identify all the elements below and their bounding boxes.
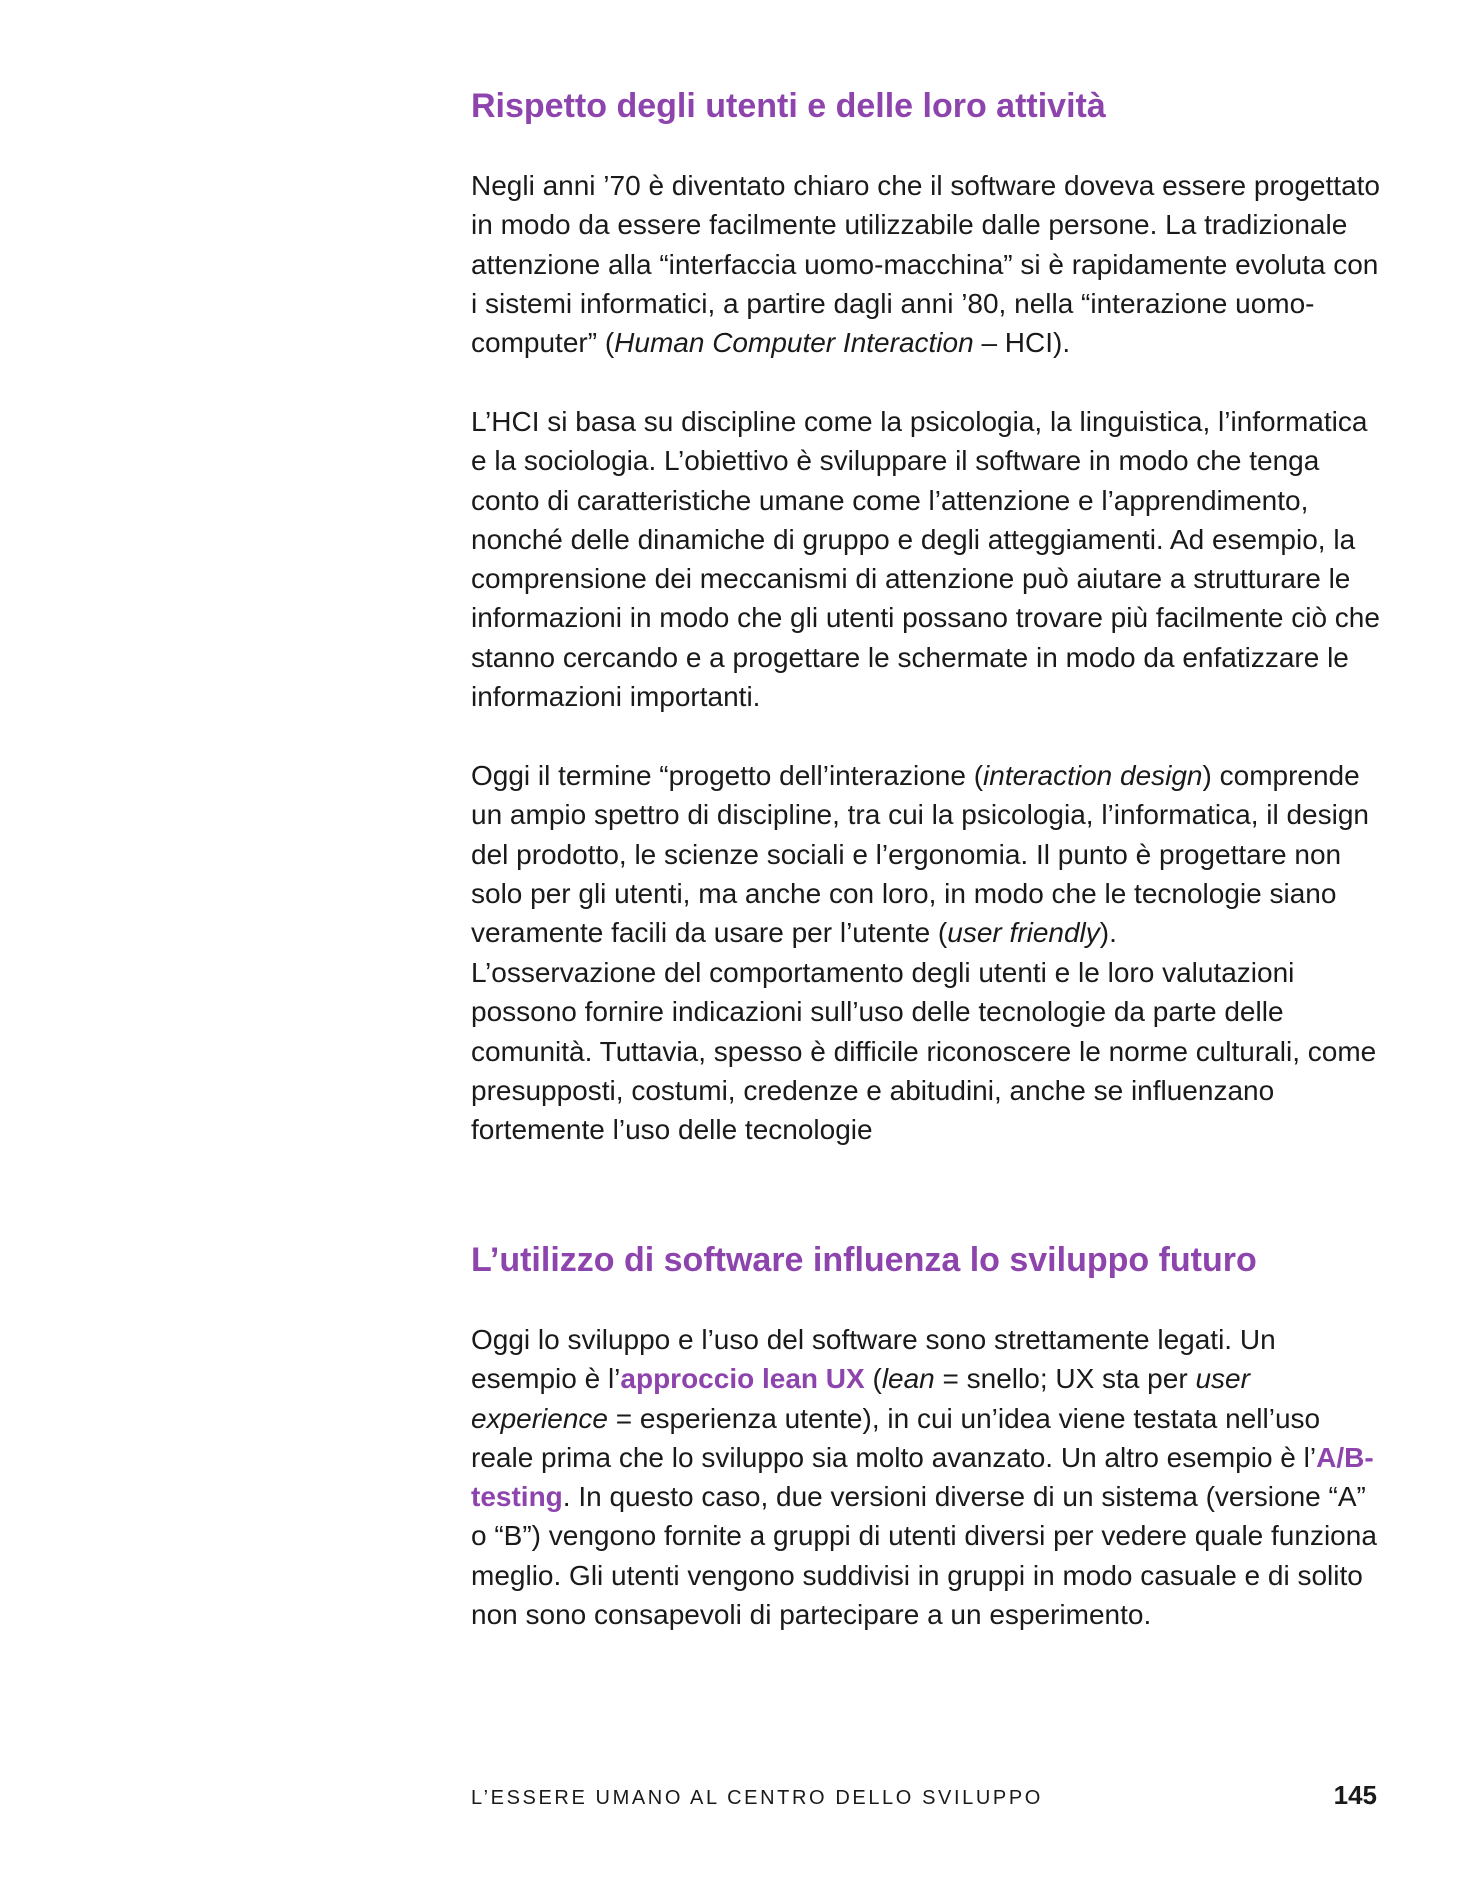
text-run: Oggi lo sviluppo e l’uso del software sono strettamente legati. Un esempio è l’ xyxy=(471,1324,1276,1395)
section-heading-respect: Rispetto degli utenti e delle loro attività xyxy=(471,87,1106,125)
italic-term: Human Computer Interaction xyxy=(614,327,974,359)
paragraph-hci-disciplines: L’HCI si basa su discipline come la psicologia, la linguistica, l’informatica e la sociologia. L’obiettivo è sviluppare il software in modo che tenga conto di caratteristiche umane come l’attenzione e l’apprendimento, nonché delle dinamiche di gruppo e degli atteggiamenti. Ad esempio, la comprensione dei meccanismi di attenzione può aiutare a strutturare le informazioni in modo che gli utenti possano trovare più facilmente ciò che stanno cercando e a progettare le schermate in modo da enfatizzare le informazioni importanti. xyxy=(471,406,1380,713)
italic-term: interaction design xyxy=(983,760,1203,791)
highlight-lean-ux: approccio lean UX xyxy=(620,1363,865,1395)
text-run: = esperienza utente), in cui un’idea viene testata nell’uso reale prima che lo sviluppo sia molto avanzato. Un altro esempio è l’ xyxy=(471,1402,1321,1473)
section-heading-software-use: L’utilizzo di software influenza lo sviluppo futuro xyxy=(471,1241,1257,1279)
text-run: ). xyxy=(1099,917,1117,949)
running-footer-title: L’ESSERE UMANO AL CENTRO DELLO SVILUPPO xyxy=(471,1787,1043,1809)
paragraph-lean-ux xyxy=(471,1320,1381,1634)
text-run: – HCI). xyxy=(973,327,1071,359)
text-run: ) comprende un ampio spettro di discipline, tra cui la psicologia, l’informatica, il design del prodotto, le scienze sociali e l’ergonomia. Il punto è progettare non solo per gli utenti, ma anche con loro, in modo che le tecnologie siano veramente facili da usare per l’utente ( xyxy=(471,760,1369,949)
text-run: . In questo caso, due versioni diverse di un sistema (versione “A” o “B”) vengono fornite a gruppi di utenti diversi per vedere quale funziona meglio. Gli utenti vengono suddivisi in gruppi in modo casuale e di solito non sono consapevoli di partecipare a un esperimento. xyxy=(471,1481,1377,1631)
text-run: Oggi il termine “progetto dell’interazione ( xyxy=(471,760,984,791)
page-number: 145 xyxy=(1333,1780,1377,1810)
text-run: ( xyxy=(864,1363,882,1395)
paragraph-hci-history xyxy=(471,166,1381,362)
italic-term: user experience xyxy=(471,1363,1250,1434)
text-run: Negli anni ’70 è diventato chiaro che il software doveva essere progettato in modo da essere facilmente utilizzabile dalle persone. La tradizionale attenzione alla “interfaccia uomo-macchina” si è rapidamente evoluta con i sistemi informatici, a partire dagli anni ’80, nella “interazione uomo-computer” ( xyxy=(471,170,1380,359)
text-run: = snello; UX sta per xyxy=(934,1363,1196,1395)
highlight-ab-testing: A/B-testing xyxy=(471,1441,1374,1513)
italic-term: user friendly xyxy=(947,917,1100,949)
paragraph-interaction-design xyxy=(471,756,1381,952)
paragraph-user-observation: L’osservazione del comportamento degli utenti e le loro valutazioni possono fornire indicazioni sull’uso delle tecnologie da parte delle comunità. Tuttavia, spesso è difficile riconoscere le norme culturali, come presupposti, costumi, credenze e abitudini, anche se influenzano fortemente l’uso delle tecnologie xyxy=(471,957,1377,1146)
italic-term: lean xyxy=(881,1363,935,1395)
